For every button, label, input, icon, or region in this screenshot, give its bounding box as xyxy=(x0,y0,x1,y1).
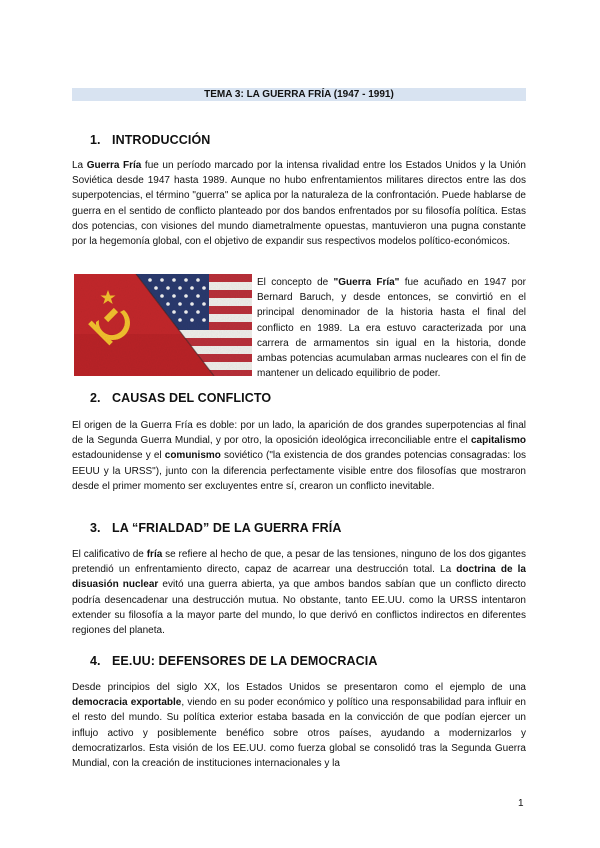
page-number: 1 xyxy=(518,798,524,809)
section-title: EE.UU: DEFENSORES DE LA DEMOCRACIA xyxy=(112,654,378,668)
bold-term: capitalismo xyxy=(470,435,526,447)
bold-term: doctrina de la disuasión nuclear xyxy=(72,564,526,591)
text-run: La xyxy=(72,160,87,171)
section-number: 2. xyxy=(90,391,101,405)
text-run: Desde principios del siglo XX, los Estados Unidos se presentaron como el ejemplo de una xyxy=(72,682,526,693)
section-title: LA “FRIALDAD” DE LA GUERRA FRÍA xyxy=(112,521,342,535)
text-run: soviético ("la existencia de dos grandes potencias consagradas: los EEUU y la URSS"), junto con la diferencia perfectamente visible entre dos filosofías que mostraron desde el primer momento ser excluyentes entre sí, crearon un conflicto inevitable. xyxy=(72,450,527,492)
paragraph-introduccion-2 xyxy=(257,275,526,381)
text-run: fue un período marcado por la intensa rivalidad entre los Estados Unidos y la Unión Soviética desde 1947 hasta 1989. Aunque no hubo enfrentamientos militares directos entre las dos superpotencias, el término "guerra" se aplica por la naturaleza de la confrontación. Puede hablarse de guerra en el sentido de conflicto planteado por dos bandos enfrentados por su filosofía política. Estas dos potencias, con visiones del mundo diametralmente opuestas, mantuvieron una pugna constante por la hegemonía global, con el objetivo de expandir sus respectivos modelos político-económicos. xyxy=(72,160,526,248)
document-title: TEMA 3: LA GUERRA FRÍA (1947 - 1991) xyxy=(72,88,526,101)
text-run: estadounidense y el xyxy=(72,450,165,462)
bold-term: comunismo xyxy=(164,450,221,462)
section-heading-frialdad xyxy=(90,521,341,535)
paragraph-introduccion-1 xyxy=(72,158,526,249)
bold-term: "Guerra Fría" xyxy=(333,277,400,288)
section-title: INTRODUCCIÓN xyxy=(112,133,211,147)
section-number: 4. xyxy=(90,654,101,668)
cold-war-flags-image xyxy=(74,274,252,376)
text-run: , viendo en su poder económico y político una responsabilidad para influir en el resto del mundo. Su política exterior estaba basada en la convicción de que podían ejercer un influjo activo y posiblemente benéfico sobre otros países, ayudando a modernizarlos y democratizarlos. Esta visión de los EE.UU. como fuerza global se consolidó tras la Segunda Guerra Mundial, con la creación de instituciones internacionales y la xyxy=(72,697,526,770)
section-heading-eeuu xyxy=(90,654,377,668)
paragraph-eeuu xyxy=(72,680,526,771)
text-run: evitó una guerra abierta, ya que ambos bandos sabían que un conflicto directo podría desencadenar una destrucción mutua. No obstante, tanto EE.UU. como la URSS intentaron extender su filosofía a la mayor parte del mundo, lo que derivó en conflictos indirectos en diferentes regiones del planeta. xyxy=(72,579,526,637)
paragraph-frialdad xyxy=(72,547,526,638)
text-run: El concepto de xyxy=(257,277,334,288)
text-run: fue acuñado en 1947 por Bernard Baruch, y desde entonces, se convirtió en el principal denominador de la historia hasta el final del conflicto en 1989. La era estuvo caracterizada por una carrera de armamentos sin igual en la historia, donde ambas potencias acumulaban armas nucleares con el fin de mantener un delicado equilibrio de poder. xyxy=(257,277,527,380)
paragraph-causas xyxy=(72,418,526,494)
text-run: El origen de la Guerra Fría es doble: por un lado, la aparición de dos grandes superpotencias al final de la Segunda Guerra Mundial, y por otro, la oposición ideológica irreconciliable entre el xyxy=(72,420,526,447)
bold-term: Guerra Fría xyxy=(86,160,142,171)
text-run: se refiere al hecho de que, a pesar de las tensiones, ninguno de los dos gigantes pretendió un enfrentamiento directo, capaz de acarrear una destrucción total. La xyxy=(72,549,526,576)
bold-term: democracia exportable xyxy=(72,697,182,709)
section-heading-introduccion xyxy=(90,133,210,147)
text-run: El calificativo de xyxy=(72,549,147,560)
section-number: 1. xyxy=(90,133,101,147)
bold-term: fría xyxy=(146,549,163,560)
section-title: CAUSAS DEL CONFLICTO xyxy=(112,391,272,405)
section-heading-causas xyxy=(90,391,271,405)
section-number: 3. xyxy=(90,521,101,535)
